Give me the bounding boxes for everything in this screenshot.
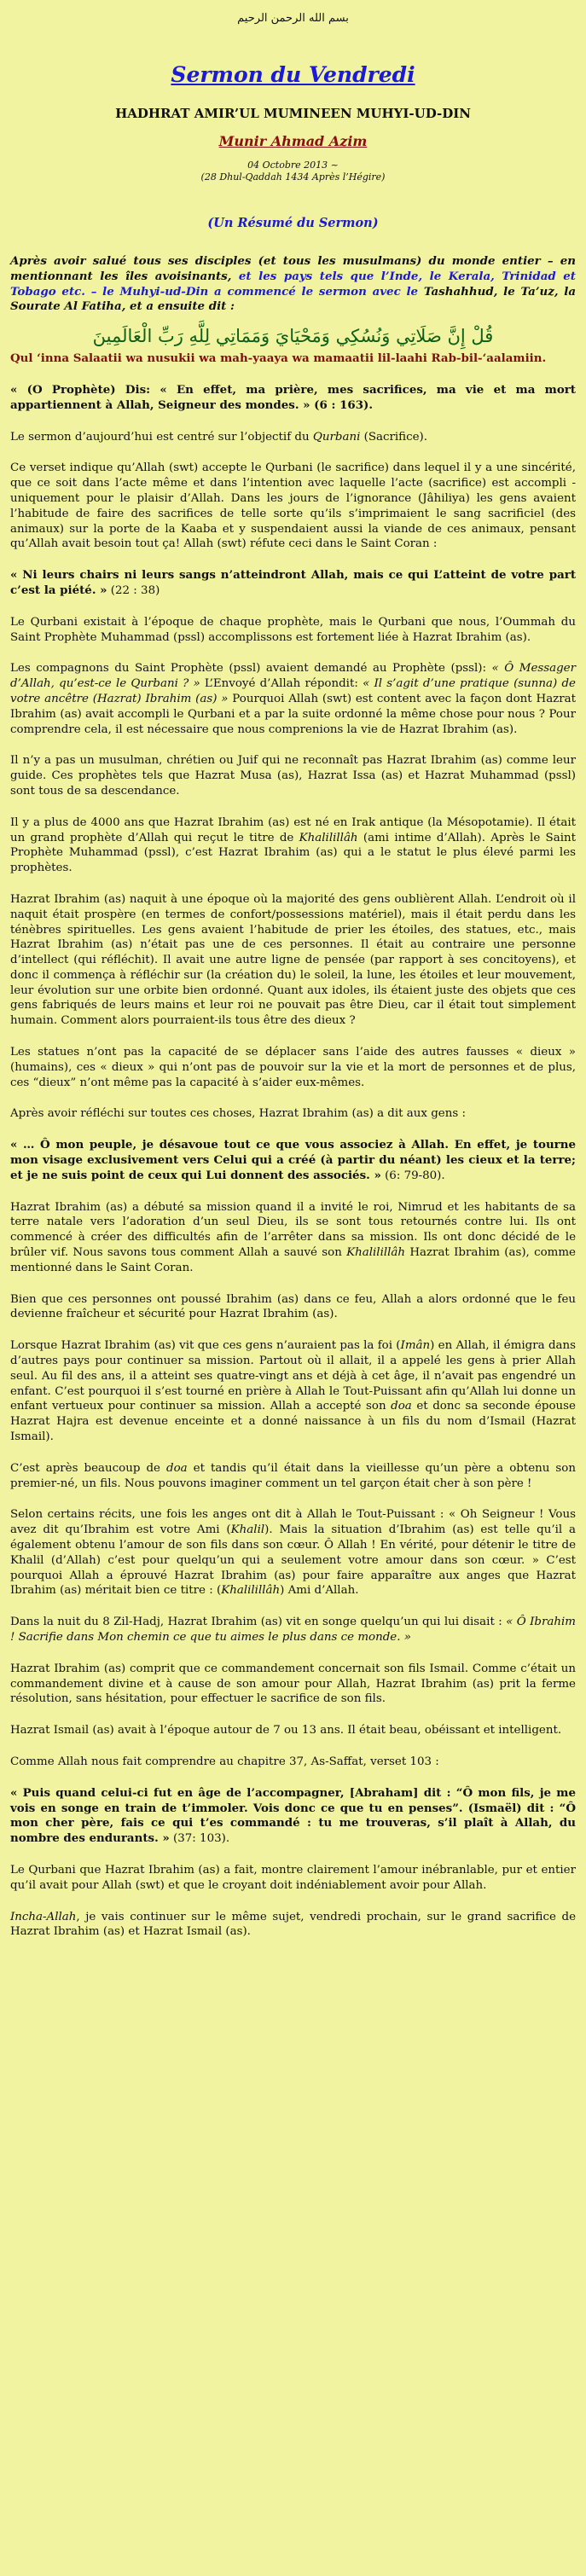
intro-text-1: Après avoir salué tous ses disciples (et tous les musulmans) du monde entier – en mentionnant les îles avoisinants,: [10, 254, 576, 283]
paragraph-10: Les statues n’ont pas la capacité de se déplacer sans l’aide des autres fausses « dieux » (humains), ces « dieux » qui n’ont pas de pouvoir sur la vie et la mort de personnes et de plus, ces “dieux” n’ont même pas la capacité à s’aider eux-mêmes.: [10, 1046, 576, 1089]
text-run: « Ô Ibrahim ! Sacrifie dans Mon chemin ce que tu aimes le plus dans ce monde. »: [10, 1616, 576, 1644]
quote-text: « … Ô mon peuple, je désavoue tout ce que vous associez à Allah. En effet, je tourne mon visage exclusivement vers Celui qui a créé (à partir du néant) les cieux et la terre; et je ne suis point de ceux qui Lui donnent des associés. »: [10, 1138, 576, 1182]
verse-reference: (37: 103).: [169, 1832, 230, 1846]
text-run: Hazrat Ibrahim (as) a débuté sa mission quand il a invité le roi, Nimrud et les habitants de sa terre natale vers l’adoration d’un seul Dieu, ils se sont tous retournés contre lui. Ils ont commencé à créer des difficultés afin de l’arrêter dans sa mission. Ils ont donc décidé de le brûler vif. Nous savons tous comment Allah a sauvé son: [10, 1200, 576, 1260]
text-run: ). Mais la situation d’Ibrahim (as) est telle qu’il a également obtenu l’amour de son fils dans son cœur. Ô Allah ! En vérité, pour détenir le titre de Khalil (d’Allah) c’est pour quelqu’un qui a seulement votre amour dans son cœur. » C’est pourquoi Allah a éprouvé Hazrat Ibrahim (as) pour faire apparaître aux anges que Hazrat Ibrahim (as) méritait bien ce titre : (: [10, 1523, 576, 1598]
text-run: Qurbani: [312, 430, 361, 444]
text-run: doa: [391, 1400, 412, 1413]
text-run: Khalilillâh: [299, 831, 358, 844]
author-name: Munir Ahmad Azim: [218, 133, 368, 149]
text-run: , je vais continuer sur le même sujet, vendredi prochain, sur le grand sacrifice de Hazrat Ibrahim (as) et Hazrat Ismail (as).: [10, 1910, 576, 1939]
paragraph-11: Après avoir réfléchi sur toutes ces choses, Hazrat Ibrahim (as) a dit aux gens :: [10, 1107, 466, 1121]
caliph-heading: HADHRAT AMIR’UL MUMINEEN MUHYI-UD-DIN: [115, 106, 471, 121]
intro-paragraph: [10, 254, 576, 315]
paragraph-17: [10, 1507, 576, 1598]
text-run: Le sermon d’aujourd’hui est centré sur l’objectif du: [10, 430, 313, 444]
verse-translation: « (O Prophète) Dis: « En effet, ma prière, mes sacrifices, ma vie et ma mort appartiennent à Allah, Seigneur des mondes. » (6 : 163).: [10, 382, 576, 412]
quote-text: « Puis quand celui-ci fut en âge de l’accompagner, [Abraham] dit : “Ô mon fils, je me vois en songe en train de t’immoler. Vois donc ce que tu en penses”. (Ismaël) dit : “Ô mon cher père, fais ce qui t’es commandé : tu me trouveras, s’il plaît à Allah, du nombre des endurants. »: [10, 1785, 576, 1846]
text-run: Hazrat Ibrahim (as), comme mentionné dans le Saint Coran.: [10, 1246, 576, 1274]
summary-heading: (Un Résumé du Sermon): [207, 216, 379, 230]
text-run: « Il s’agit d’une pratique (sunna) de votre ancêtre (Hazrat) Ibrahim (as) »: [10, 677, 576, 705]
paragraph-21: Comme Allah nous fait comprendre au chapitre 37, As-Saffat, verset 103 :: [10, 1755, 439, 1768]
basmala: بسم الله الرحمن الرحيم: [237, 12, 349, 25]
paragraph-20: Hazrat Ismail (as) avait à l’époque autour de 7 ou 13 ans. Il était beau, obéissant et intelligent.: [10, 1724, 562, 1738]
date-hijri: (28 Dhul-Qaddah 1434 Après l’Hégire): [200, 171, 386, 183]
paragraph-2: [10, 430, 576, 445]
paragraph-14: Bien que ces personnes ont poussé Ibrahim (as) dans ce feu, Allah a alors ordonné que le feu devienne fraîcheur et sécurité pour Hazrat Ibrahim (as).: [10, 1292, 576, 1321]
text-run: Khalilillâh: [221, 1584, 281, 1598]
text-run: « Ô Messager d’Allah, qu’est-ce le Qurbani ? »: [10, 662, 576, 691]
text-run: (ami intime d’Allah). Après le Saint Prophète Muhammad (pssl), c’est Hazrat Ibrahim (as) qui a le statut le plus élevé parmi les prophètes.: [10, 831, 576, 875]
paragraph-13: [10, 1200, 576, 1276]
text-run: Pourquoi Allah (swt) est content avec la façon dont Hazrat Ibrahim (as) avait accompli le Qurbani et a par la suite ordonné la même chose pour nous ? Pour comprendre cela, il est nécessaire que nous comprenions la vie de Hazrat Ibrahim (as).: [10, 692, 576, 736]
text-run: ) Ami d’Allah.: [280, 1584, 359, 1598]
paragraph-12: [10, 1138, 576, 1183]
paragraph-9: Hazrat Ibrahim (as) naquit à une époque où la majorité des gens oublièrent Allah. L’endroit où il naquit était prospère (en termes de confort/possessions matériel), mais il était perdu dans les ténèbres spirituelles. Les gens avaient l’habitude de prier les étoiles, des statues, etc., mais Hazrat Ibrahim (as) n’était pas une de ces personnes. Il était au contraire une personne d’intellect (qui réfléchit). Il avait une autre ligne de pensée (par rapport à ses concitoyens), et donc il commença à réfléchir sur (la création du) le soleil, la lune, les étoiles et leur mouvement, leur évolution sur une orbite bien ordonné. Quant aux idoles, ils étaient juste des objets que ces gens fabriqués de leurs mains et leur roi ne pouvait pas être Dieu, car il était tout simplement humain. Comment alors pourraient-ils tous être des dieux ?: [10, 892, 576, 1028]
paragraph-15: [10, 1338, 576, 1445]
text-run: et tandis qu’il était dans la vieillesse qu’un père a obtenu son premier-né, un fils. Nous pouvons imaginer comment un tel garçon était cher à son père !: [10, 1461, 576, 1490]
verse-transliteration: Qul ‘inna Salaatii wa nusukii wa mah-yaaya wa mamaatii lil-laahi Rab-bil-‘aalamiin.: [10, 351, 547, 366]
text-run: Incha-Allah: [10, 1910, 77, 1923]
text-run: ) en Allah, il émigra dans d’autres pays pour continuer sa mission. Partout où il allait, il a appelé les gens à prier Allah seul. Au fil des ans, il a atteint ses quatre-vingt ans et déjà à cet âge, il n’avait pas engendré un enfant. C’est pourquoi il s’est tourné en prière à Allah le Tout-Puissant afin qu’Allah lui donne un enfant vertueux pour continuer sa mission. Allah a accepté son: [10, 1339, 576, 1413]
text-run: Imân: [400, 1339, 431, 1353]
verse-reference: (6: 79-80).: [380, 1169, 445, 1182]
paragraph-4: [10, 568, 576, 599]
date-gregorian: 04 Octobre 2013 ~: [247, 160, 339, 171]
text-run: Dans la nuit du 8 Zil-Hadj, Hazrat Ibrahim (as) vit en songe quelqu’un qui lui disait :: [10, 1616, 507, 1629]
text-run: C’est après beaucoup de: [10, 1461, 166, 1475]
paragraph-8: [10, 815, 576, 876]
paragraph-22: [10, 1786, 576, 1847]
arabic-verse: قُلْ إِنَّ صَلَاتِي وَنُسُكِي وَمَحْيَايَ وَمَمَاتِي لِلَّهِ رَبِّ الْعَالَمِينَ: [92, 326, 494, 347]
intro-text-2: et les pays tels que l’Inde, le Kerala, Trinidad et Tobago etc. – le Muhyi-ud-Din a commencé le sermon avec le: [10, 269, 576, 299]
text-run: (Sacrifice).: [360, 430, 428, 444]
verse-reference: (22 : 38): [107, 583, 160, 597]
text-run: Selon certains récits, une fois les anges ont dit à Allah le Tout-Puissant : « Oh Seigneur ! Vous avez dit qu’Ibrahim est votre Ami (: [10, 1508, 576, 1537]
text-run: L’Envoyé d’Allah répondit:: [200, 677, 363, 691]
paragraph-24: [10, 1910, 576, 1941]
paragraph-5: Le Qurbani existait à l’époque de chaque prophète, mais le Qurbani que nous, l’Oummah du Saint Prophète Muhammad (pssl) accomplissons est fortement liée à Hazrat Ibrahim (as).: [10, 615, 576, 644]
paragraph-6: [10, 661, 576, 737]
quote-text: « Ni leurs chairs ni leurs sangs n’atteindront Allah, mais ce qui L’atteint de votre part c’est la piété. »: [10, 568, 576, 597]
page-title: Sermon du Vendredi: [171, 62, 415, 87]
paragraph-3: Ce verset indique qu’Allah (swt) accepte le Qurbani (le sacrifice) dans lequel il y a une sincérité, que ce soit dans l’acte même et dans l’intention avec laquelle l’acte (sacrifice) est accompli - uniquement pour le plaisir d’Allah. Dans les jours de l’ignorance (Jâhiliya) les gens avaient l’habitude de faire des sacrifices de telle sorte qu’ils s’imprimaient le sang sacrificiel (des animaux) sur la porte de la Kaaba et y suspendaient aussi la viande de ces animaux, pensant qu’Allah avait besoin tout ça! Allah (swt) réfute ceci dans le Saint Coran :: [10, 461, 576, 551]
paragraph-23: Le Qurbani que Hazrat Ibrahim (as) a fait, montre clairement l’amour inébranlable, pur et entier qu’il avait pour Allah (swt) et que le croyant doit indéniablement avoir pour Allah.: [10, 1863, 576, 1892]
text-run: doa: [166, 1461, 188, 1475]
paragraph-19: Hazrat Ibrahim (as) comprit que ce commandement concernait son fils Ismail. Comme c’était un commandement divine et à cause de son amour pour Allah, Hazrat Ibrahim (as) prit la ferme résolution, sans hésitation, pour effectuer le sacrifice de son fils.: [10, 1662, 576, 1706]
intro-text-3: Tashahhud, le Ta’uz, la Sourate Al Fatiha, et a ensuite dit :: [10, 284, 576, 314]
text-run: Les compagnons du Saint Prophète (pssl) avaient demandé au Prophète (pssl):: [10, 662, 492, 676]
text-run: Khalil: [230, 1523, 265, 1537]
paragraph-16: [10, 1461, 576, 1492]
paragraph-7: Il n’y a pas un musulman, chrétien ou Juif qui ne reconnaît pas Hazrat Ibrahim (as) comme leur guide. Ces prophètes tels que Hazrat Musa (as), Hazrat Issa (as) et Hazrat Muhammad (pssl) sont tous de sa descendance.: [10, 754, 576, 798]
text-run: et donc sa seconde épouse Hazrat Hajra est devenue enceinte et a donné naissance à un fils du nom d’Ismail (Hazrat Ismail).: [10, 1400, 576, 1444]
text-run: Khalilillâh: [346, 1246, 406, 1260]
text-run: Il y a plus de 4000 ans que Hazrat Ibrahim (as) est né en Irak antique (la Mésopotamie). Il était un grand prophète d’Allah qui reçut le titre de: [10, 815, 576, 844]
text-run: Lorsque Hazrat Ibrahim (as) vit que ces gens n’auraient pas la foi (: [10, 1339, 401, 1353]
paragraph-18: [10, 1615, 576, 1645]
